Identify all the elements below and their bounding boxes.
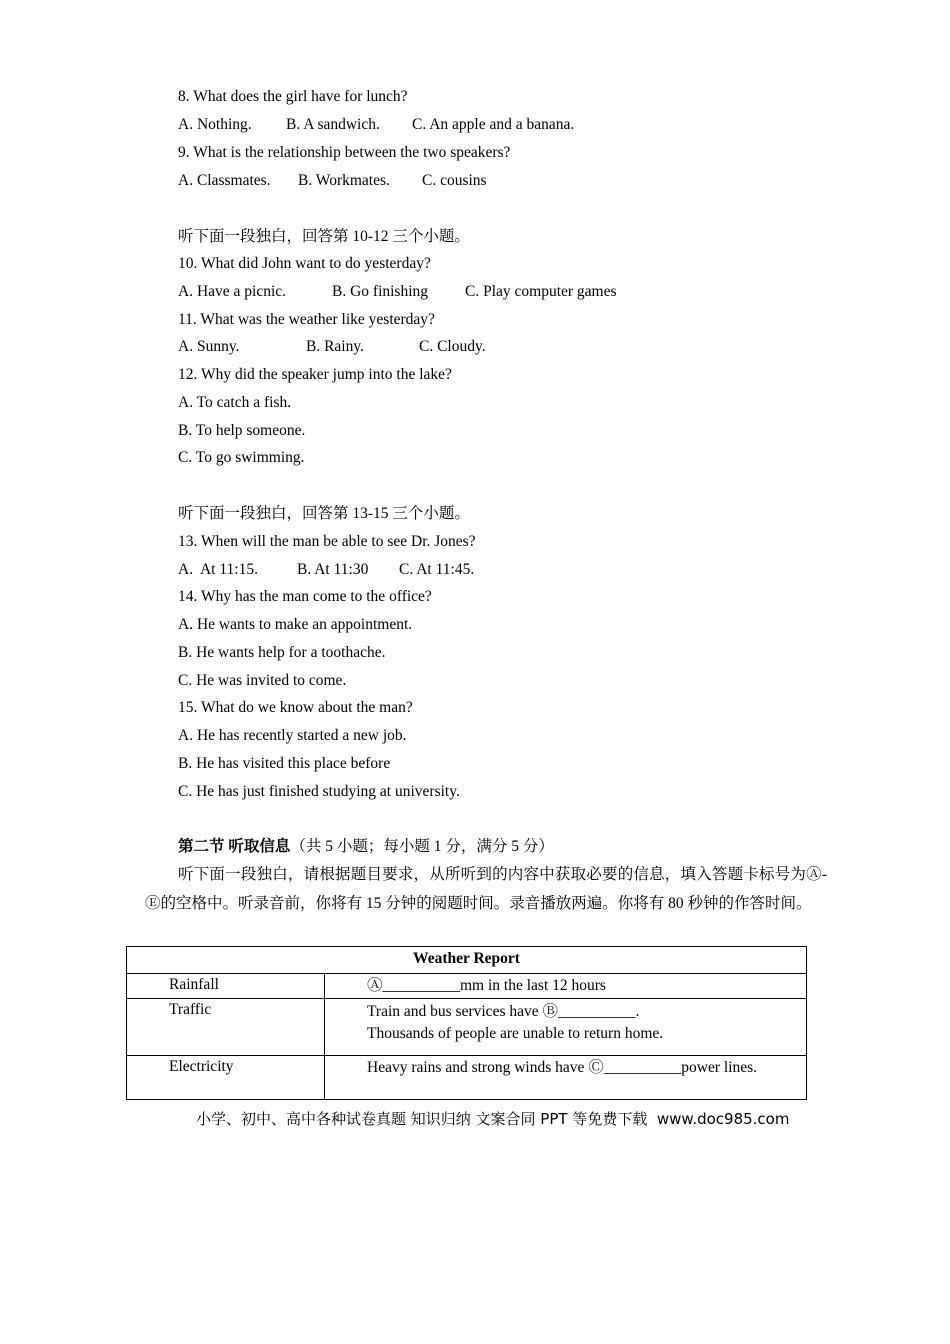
traffic-line-2: Thousands of people are unable to return home. bbox=[367, 1025, 664, 1042]
q11-option-c: C. Cloudy. bbox=[419, 338, 486, 355]
question-8: 8. What does the girl have for lunch? bbox=[178, 88, 408, 105]
q13-option-c: C. At 11:45. bbox=[399, 561, 475, 578]
footer-url: www.doc985.com bbox=[656, 1110, 790, 1128]
row-content-rainfall bbox=[325, 974, 807, 999]
row-content-electricity bbox=[325, 1056, 807, 1100]
rainfall-blank-a: Ⓐ__________mm in the last 12 hours bbox=[367, 977, 606, 994]
q12-option-a: A. To catch a fish. bbox=[178, 394, 292, 411]
q13-option-b: B. At 11:30 bbox=[297, 561, 369, 578]
question-12: 12. Why did the speaker jump into the lake? bbox=[178, 366, 452, 383]
q9-option-a: A. Classmates. bbox=[178, 172, 271, 189]
q15-option-c: C. He has just finished studying at university. bbox=[178, 783, 460, 800]
question-15: 15. What do we know about the man? bbox=[178, 699, 413, 716]
row-label-rainfall: Rainfall bbox=[127, 974, 325, 999]
row-label-traffic: Traffic bbox=[127, 999, 325, 1056]
q10-option-c: C. Play computer games bbox=[465, 283, 617, 300]
q9-option-c: C. cousins bbox=[422, 172, 487, 189]
section-intro-10-12: 听下面一段独白，回答第 10-12 三个小题。 bbox=[178, 228, 470, 245]
section-intro-13-15: 听下面一段独白，回答第 13-15 三个小题。 bbox=[178, 505, 470, 522]
q13-option-a: A. At 11:15. bbox=[178, 561, 258, 578]
row-label-electricity: Electricity bbox=[127, 1056, 325, 1100]
weather-report-table bbox=[126, 946, 807, 1100]
q11-option-b: B. Rainy. bbox=[306, 338, 364, 355]
table-title: Weather Report bbox=[127, 947, 807, 974]
q15-option-a: A. He has recently started a new job. bbox=[178, 727, 407, 744]
q8-option-a: A. Nothing. bbox=[178, 116, 252, 133]
q14-option-a: A. He wants to make an appointment. bbox=[178, 616, 413, 633]
electricity-blank-c: Heavy rains and strong winds have Ⓒ__________power lines. bbox=[367, 1059, 758, 1076]
q10-option-a: A. Have a picnic. bbox=[178, 283, 287, 300]
traffic-blank-b: Train and bus services have Ⓑ__________. bbox=[367, 1003, 640, 1020]
q14-option-c: C. He was invited to come. bbox=[178, 672, 347, 689]
question-10: 10. What did John want to do yesterday? bbox=[178, 255, 431, 272]
q14-option-b: B. He wants help for a toothache. bbox=[178, 644, 386, 661]
q8-option-c: C. An apple and a banana. bbox=[412, 116, 575, 133]
question-9: 9. What is the relationship between the two speakers? bbox=[178, 144, 511, 161]
question-14: 14. Why has the man come to the office? bbox=[178, 588, 432, 605]
footer-text: 小学、初中、高中各种试卷真题 知识归纳 文案合同 PPT 等免费下载 bbox=[196, 1110, 648, 1128]
q8-option-b: B. A sandwich. bbox=[286, 116, 380, 133]
question-11: 11. What was the weather like yesterday? bbox=[178, 311, 435, 328]
section-2-heading-score: （共 5 小题；每小题 1 分，满分 5 分） bbox=[290, 838, 554, 855]
section-2-heading-bold: 第二节 听取信息 bbox=[178, 838, 291, 855]
q12-option-b: B. To help someone. bbox=[178, 422, 306, 439]
q12-option-c: C. To go swimming. bbox=[178, 449, 305, 466]
page-footer bbox=[196, 1109, 789, 1129]
row-content-traffic bbox=[325, 999, 807, 1056]
q15-option-b: B. He has visited this place before bbox=[178, 755, 391, 772]
question-13: 13. When will the man be able to see Dr. Jones? bbox=[178, 533, 476, 550]
section-2-instructions: 听下面一段独白，请根据题目要求，从所听到的内容中获取必要的信息，填入答题卡标号为Ⓐ-Ⓔ的空格中。听录音前，你将有 15 分钟的阅题时间。录音播放两遍。你将有 80 秒钟的作答时间。 bbox=[145, 866, 827, 912]
q10-option-b: B. Go finishing bbox=[332, 283, 429, 300]
q9-option-b: B. Workmates. bbox=[298, 172, 390, 189]
section-2-heading bbox=[178, 837, 554, 857]
q11-option-a: A. Sunny. bbox=[178, 338, 240, 355]
